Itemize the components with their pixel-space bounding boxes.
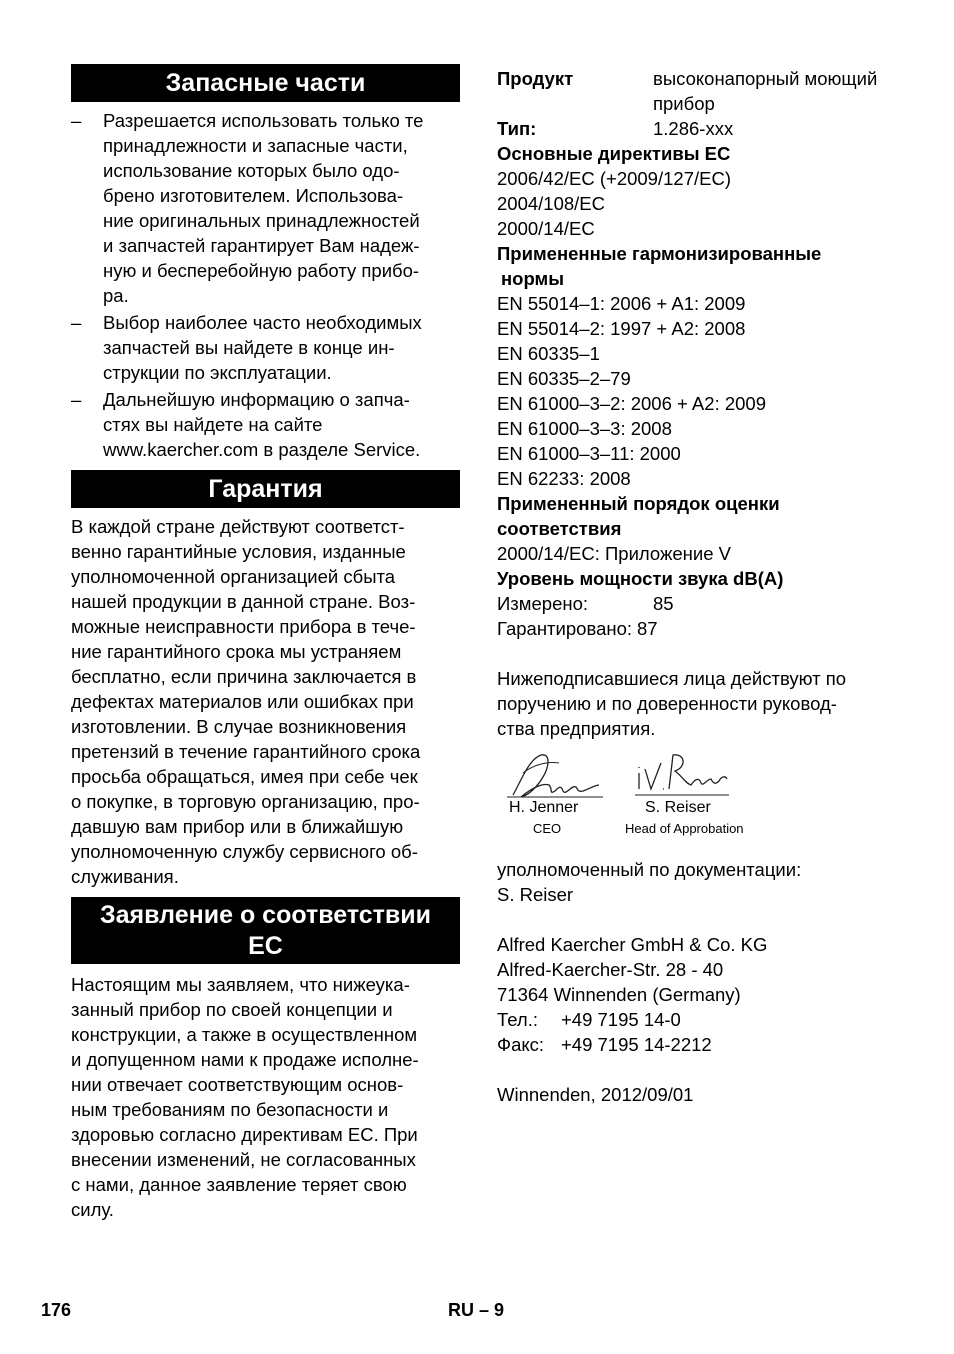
signer2-name: S. Reiser bbox=[645, 799, 711, 816]
heading-line: Заявление о соответствии bbox=[99, 901, 432, 929]
authority-line: Нижеподписавшиеся лица действуют по bbox=[497, 668, 846, 689]
standard-item: EN 55014–1: 2006 + A1: 2009 bbox=[497, 293, 746, 314]
list-item-line: принадлежности и запасные части, bbox=[103, 135, 408, 156]
list-item-line: брено изготовителем. Использова- bbox=[103, 185, 404, 206]
signature-reiser bbox=[633, 749, 733, 805]
directives-heading: Основные директивы ЕС bbox=[497, 143, 731, 164]
paragraph-line: Настоящим мы заявляем, что нижеука- bbox=[71, 974, 410, 995]
documentation-label: уполномоченный по документации: bbox=[497, 859, 802, 880]
spare-parts-heading: Запасные части bbox=[71, 64, 460, 102]
dash-marker: – bbox=[71, 110, 82, 131]
fax-value: +49 7195 14-2212 bbox=[561, 1034, 712, 1055]
assessment-heading: Примененный порядок оценки bbox=[497, 493, 780, 514]
list-item-line: запчастей вы найдете в конце ин- bbox=[103, 337, 395, 358]
list-item-line: струкции по эксплуатации. bbox=[103, 362, 332, 383]
type-label: Тип: bbox=[497, 118, 537, 139]
type-row bbox=[497, 116, 917, 141]
standard-item: EN 61000–3–2: 2006 + A2: 2009 bbox=[497, 393, 766, 414]
list-item-line: Выбор наиболее часто необходимых bbox=[103, 312, 422, 333]
measured-row bbox=[497, 591, 917, 616]
paragraph-line: ным требованиям по безопасности и bbox=[71, 1099, 389, 1120]
paragraph-line: с нами, данное заявление теряет свою bbox=[71, 1174, 407, 1195]
signer1-role: CEO bbox=[533, 821, 562, 836]
product-value-line: высоконапорный моющий bbox=[653, 68, 878, 89]
paragraph-line: просьба обращаться, имея при себе чек bbox=[71, 766, 418, 787]
warranty-paragraph bbox=[71, 514, 460, 889]
company-name: Alfred Kaercher GmbH & Co. KG bbox=[497, 934, 768, 955]
product-row bbox=[497, 66, 917, 116]
paragraph-line: занный прибор по своей концепции и bbox=[71, 999, 393, 1020]
signer1-name: H. Jenner bbox=[509, 799, 579, 816]
company-city: 71364 Winnenden (Germany) bbox=[497, 984, 741, 1005]
language-page-label: RU – 9 bbox=[448, 1300, 505, 1320]
paragraph-line: внесении изменений, не согласованных bbox=[71, 1149, 416, 1170]
standard-item: EN 60335–2–79 bbox=[497, 368, 631, 389]
signer2-role: Head of Approbation bbox=[625, 821, 744, 836]
list-item-line: Дальнейшую информацию о запча- bbox=[103, 389, 410, 410]
paragraph-line: о покупке, в торговую организацию, про- bbox=[71, 791, 420, 812]
paragraph-line: ние гарантийного срока мы устраняем bbox=[71, 641, 402, 662]
type-value: 1.286-xxx bbox=[653, 118, 734, 139]
list-item bbox=[71, 108, 460, 308]
list-item-line: и запчастей гарантирует Вам надеж- bbox=[103, 235, 420, 256]
standard-item: EN 61000–3–11: 2000 bbox=[497, 443, 681, 464]
directive-item: 2006/42/EС (+2009/127/EC) bbox=[497, 168, 731, 189]
paragraph-line: здоровью согласно директивам ЕС. При bbox=[71, 1124, 418, 1145]
paragraph-line: силу. bbox=[71, 1199, 114, 1220]
paragraph-line: нии отвечает соответствующим основ- bbox=[71, 1074, 404, 1095]
phone-label: Тел.: bbox=[497, 1009, 539, 1030]
standards-heading: Примененные гармонизированные bbox=[497, 243, 822, 264]
phone-value: +49 7195 14-0 bbox=[561, 1009, 681, 1030]
list-item-line: ра. bbox=[103, 285, 129, 306]
paragraph-line: служивания. bbox=[71, 866, 179, 887]
measured-value: 85 bbox=[653, 593, 674, 614]
guaranteed-row bbox=[497, 616, 917, 641]
list-item-line: www.kaercher.com в разделе Service. bbox=[103, 439, 421, 460]
documentation-name: S. Reiser bbox=[497, 884, 574, 905]
standard-item: EN 61000–3–3: 2008 bbox=[497, 418, 672, 439]
place-date: Winnenden, 2012/09/01 bbox=[497, 1084, 694, 1105]
paragraph-line: нашей продукции в данной стране. Воз- bbox=[71, 591, 416, 612]
authority-line: поручению и по доверенности руковод- bbox=[497, 693, 837, 714]
list-item-line: использование которых было одо- bbox=[103, 160, 400, 181]
list-item bbox=[71, 387, 460, 462]
standard-item: EN 62233: 2008 bbox=[497, 468, 631, 489]
paragraph-line: давшую вам прибор или в ближайшую bbox=[71, 816, 404, 837]
paragraph-line: можные неисправности прибора в тече- bbox=[71, 616, 416, 637]
paragraph-line: и допущенном нами к продаже исполне- bbox=[71, 1049, 419, 1070]
dash-marker: – bbox=[71, 389, 82, 410]
fax-label: Факс: bbox=[497, 1034, 545, 1055]
product-value-line: прибор bbox=[653, 93, 715, 114]
right-column bbox=[497, 66, 917, 1107]
signatures-block bbox=[497, 747, 917, 857]
product-label: Продукт bbox=[497, 68, 574, 89]
warranty-heading: Гарантия bbox=[71, 470, 460, 508]
guaranteed-value: 87 bbox=[637, 618, 658, 639]
paragraph-line: дефектах материалов или ошибках при bbox=[71, 691, 414, 712]
directive-item: 2004/108/ЕС bbox=[497, 193, 606, 214]
product-value bbox=[653, 66, 917, 116]
authority-line: ства предприятия. bbox=[497, 718, 656, 739]
measured-label: Измерено: bbox=[497, 593, 589, 614]
list-item bbox=[71, 310, 460, 385]
paragraph-line: венно гарантийные условия, изданные bbox=[71, 541, 406, 562]
phone-row bbox=[497, 1007, 917, 1032]
paragraph-line: уполномоченной организацией сбыта bbox=[71, 566, 396, 587]
assessment-value: 2000/14/EC: Приложение V bbox=[497, 543, 731, 564]
list-item-line: стях вы найдете на сайте bbox=[103, 414, 323, 435]
directive-item: 2000/14/EC bbox=[497, 218, 595, 239]
assessment-heading: соответствия bbox=[497, 518, 622, 539]
standards-heading: нормы bbox=[501, 268, 565, 289]
dash-marker: – bbox=[71, 312, 82, 333]
heading-line: ЕС bbox=[248, 932, 283, 960]
list-item-line: ную и бесперебойную работу прибо- bbox=[103, 260, 420, 281]
spare-parts-list bbox=[71, 108, 460, 462]
paragraph-line: В каждой стране действуют соответст- bbox=[71, 516, 405, 537]
paragraph-line: претензий в течение гарантийного срока bbox=[71, 741, 421, 762]
list-item-line: Разрешается использовать только те bbox=[103, 110, 424, 131]
standard-item: EN 55014–2: 1997 + A2: 2008 bbox=[497, 318, 746, 339]
sound-heading: Уровень мощности звука dB(A) bbox=[497, 568, 784, 589]
paragraph-line: изготовлении. В случае возникновения bbox=[71, 716, 407, 737]
guaranteed-label: Гарантировано: bbox=[497, 618, 633, 639]
left-column bbox=[71, 64, 460, 1222]
fax-row bbox=[497, 1032, 917, 1057]
paragraph-line: бесплатно, если причина заключается в bbox=[71, 666, 417, 687]
list-item-line: ние оригинальных принадлежностей bbox=[103, 210, 420, 231]
standard-item: EN 60335–1 bbox=[497, 343, 600, 364]
page-number: 176 bbox=[41, 1300, 72, 1320]
ec-declaration-heading bbox=[71, 897, 460, 964]
paragraph-line: конструкции, а также в осуществленном bbox=[71, 1024, 418, 1045]
paragraph-line: уполномоченную службу сервисного об- bbox=[71, 841, 418, 862]
company-street: Alfred-Kaercher-Str. 28 - 40 bbox=[497, 959, 724, 980]
ec-declaration-paragraph bbox=[71, 972, 460, 1222]
